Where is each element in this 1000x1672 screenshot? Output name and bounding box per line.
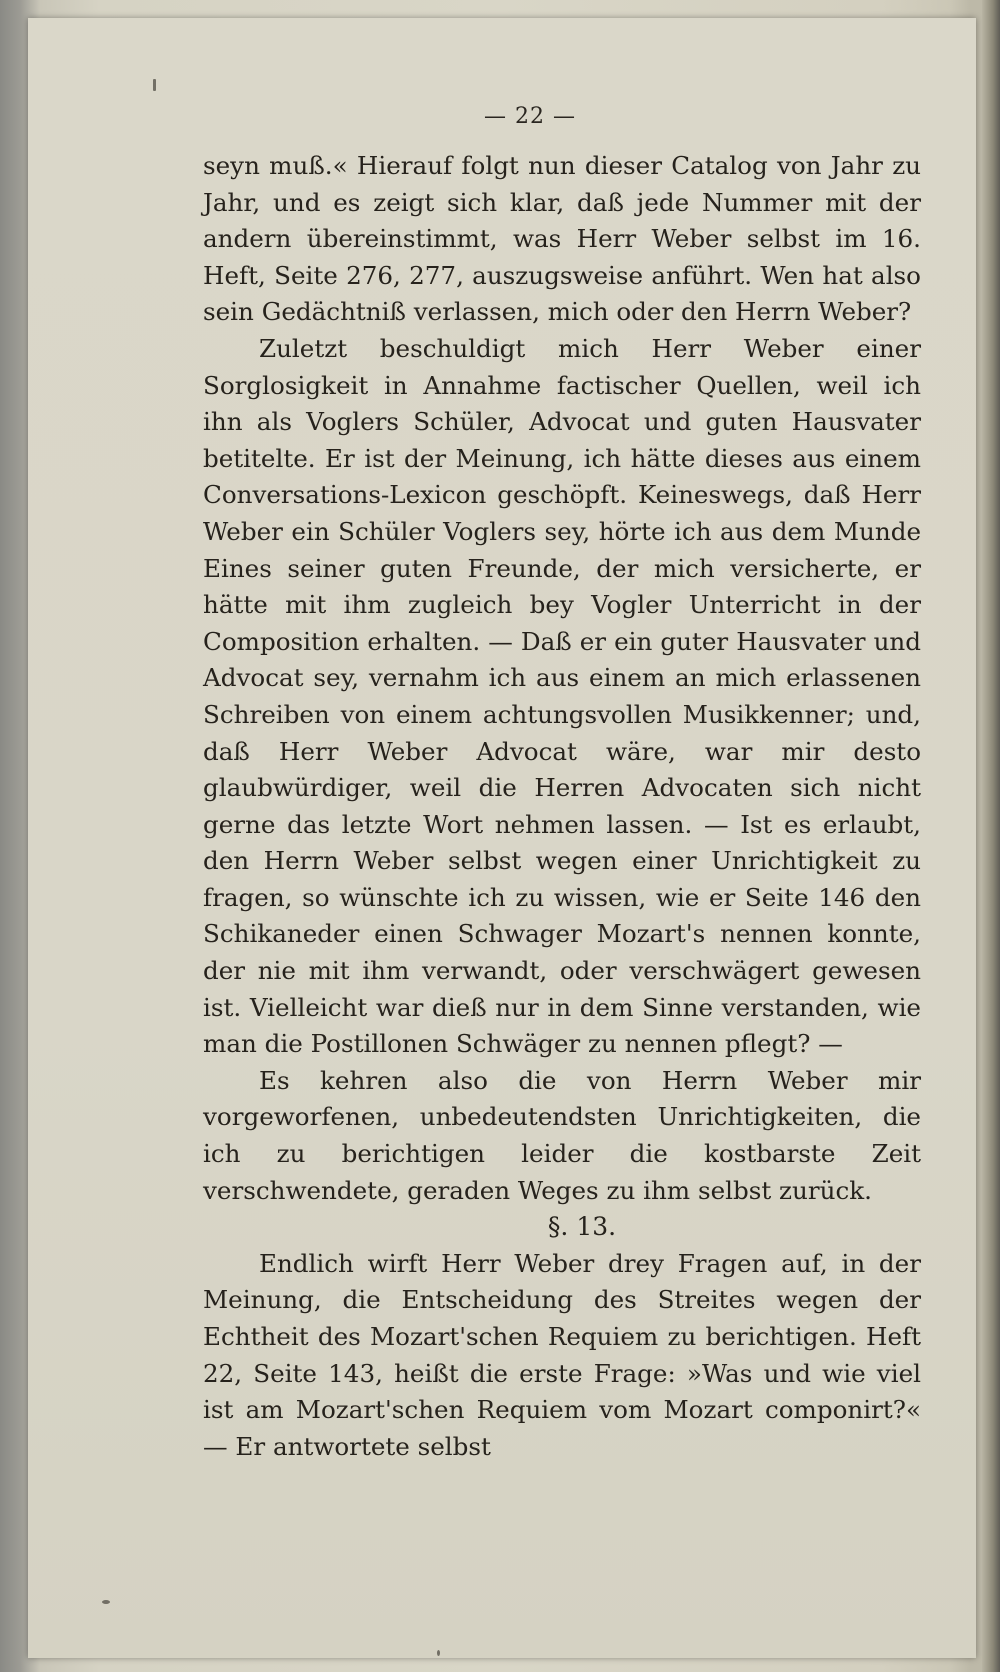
section-heading: §. 13. bbox=[547, 1212, 617, 1242]
paragraph-3: Es kehren also die von Herrn Weber mir vorgeworfenen, unbedeutendsten Unrichtigkeiten, die ich zu berichtigen leider die kostbarste Zeit verschwendete, geraden Weges zu ihm selbst zurück. bbox=[203, 1065, 921, 1205]
paragraph-4: Endlich wirft Herr Weber drey Fragen auf, in der Meinung, die Entscheidung des Streites wegen der Echtheit des Mozart'schen Requiem zu berichtigen. Heft 22, Seite 143, heißt die erste Frage: »Was und wie viel ist am Mozart'schen Requiem vom Mozart componirt?« — Er antwortete selbst bbox=[203, 1248, 921, 1461]
ink-spot bbox=[153, 79, 156, 91]
paragraph-1: seyn muß.« Hierauf folgt nun dieser Catalog von Jahr zu Jahr, und es zeigt sich klar, daß jede Nummer mit der andern übereinstimmt, was Herr Weber selbst im 16. Heft, Seite 276, 277, auszugsweise anführt. Wen hat also sein Gedächtniß verlassen, mich oder den Herrn Weber? bbox=[203, 151, 921, 327]
paragraph-2: Zuletzt beschuldigt mich Herr Weber einer Sorglosigkeit in Annahme factischer Quellen, weil ich ihn als Voglers Schüler, Advocat und guten Hausvater betitelte. Er ist der Meinung, ich hätte dieses aus einem Conversations-Lexicon geschöpft. Keineswegs, daß Herr Weber ein Schüler Voglers sey, hörte ich aus dem Munde Eines seiner guten Freunde, der mich versicherte, er hätte mit ihm zugleich bey Vogler Unterricht in der Composition erhalten. — Daß er ein guter Hausvater und Advocat sey, vernahm ich aus einem an mich erlassenen Schreiben von einem achtungsvollen Musikkenner; und, daß Herr Weber Advocat wäre, war mir desto glaubwürdiger, weil die Herren Advocaten sich nicht gerne das letzte Wort nehmen lassen. — Ist es erlaubt, den Herrn Weber selbst wegen einer Unrichtigkeit zu fragen, so wünschte ich zu wissen, wie er Seite 146 den Schikaneder einen Schwager Mozart's nennen konnte, der nie mit ihm verwandt, oder verschwägert gewesen ist. Vielleicht war dieß nur in dem Sinne verstanden, wie man die Postillonen Schwäger zu nennen pflegt? — bbox=[203, 333, 921, 1059]
ink-spot bbox=[437, 1650, 440, 1656]
page-number: — 22 — bbox=[484, 104, 576, 129]
page-edge-shadow bbox=[982, 0, 1000, 1672]
page-text bbox=[203, 148, 921, 1465]
ink-spot bbox=[102, 1600, 110, 1604]
